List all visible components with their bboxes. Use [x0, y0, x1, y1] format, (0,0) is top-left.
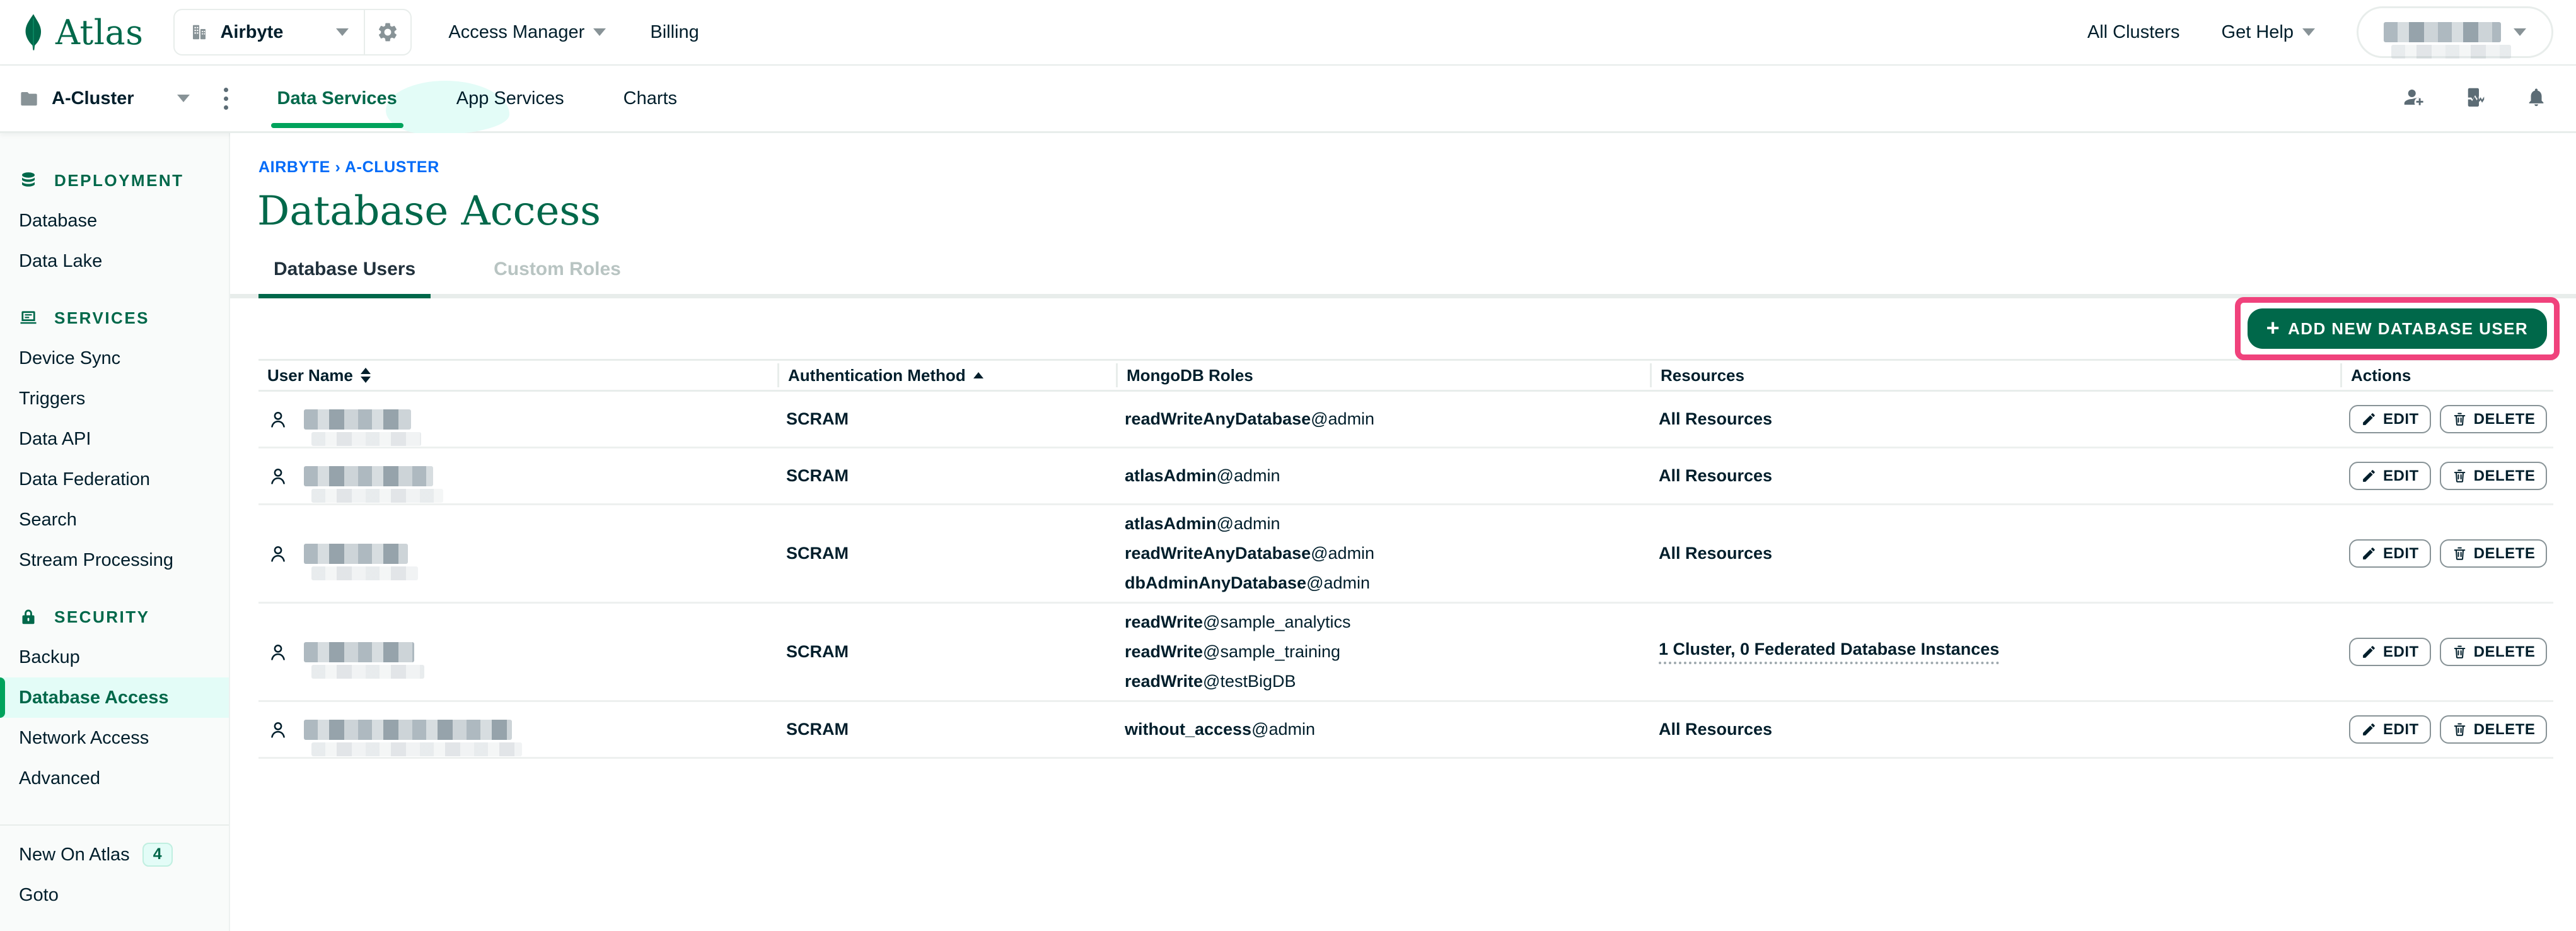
top-right-nav [2087, 6, 2553, 58]
actions-cell [2340, 715, 2553, 744]
role-database: @admin [1251, 720, 1316, 739]
role-name: readWrite [1125, 612, 1204, 631]
pencil-icon [2361, 546, 2377, 561]
trash-icon [2452, 468, 2468, 484]
role-entry [1125, 715, 1650, 744]
edit-button-label: EDIT [2383, 410, 2419, 428]
project-selector[interactable] [19, 88, 190, 109]
org-selector[interactable] [173, 9, 412, 56]
edit-button-label: EDIT [2383, 643, 2419, 660]
notifications-bell-icon [2526, 86, 2547, 108]
resources-cell [1650, 544, 2340, 563]
notifications-bell-icon-button[interactable] [2526, 86, 2547, 111]
edit-button-label: EDIT [2383, 544, 2419, 562]
role-entry [1125, 637, 1650, 667]
nav-item-label: Billing [650, 21, 699, 42]
sidebar-header-label: SERVICES [54, 308, 150, 327]
user-menu[interactable] [2357, 6, 2553, 58]
user-name-redacted [304, 544, 408, 564]
top-nav [448, 22, 699, 43]
chevron-down-icon [2514, 28, 2526, 36]
nav-item-label: Access Manager [448, 21, 585, 42]
main-tabs [230, 259, 2576, 298]
person-icon [267, 409, 289, 430]
sidebar [0, 133, 230, 931]
sidebar-item-backup[interactable]: Backup [19, 647, 80, 667]
table-header-row [258, 359, 2553, 392]
delete-button[interactable] [2440, 638, 2548, 666]
role-database: @admin [1216, 514, 1280, 533]
user-name-cell [258, 641, 777, 663]
sidebar-item-database-access[interactable]: Database Access [0, 677, 229, 718]
annotation-highlight-box [2235, 297, 2560, 360]
mongodb-roles-cell [1116, 404, 1650, 434]
user-name-redacted [304, 642, 414, 662]
column-header-authentication-method[interactable] [777, 363, 1116, 387]
chevron-down-icon [177, 95, 190, 102]
nav-item-all-clusters[interactable] [2087, 22, 2180, 43]
sort-both-icon [361, 368, 371, 383]
actions-cell [2340, 405, 2553, 433]
role-name: readWriteAnyDatabase [1125, 409, 1311, 428]
nav-item-get-help[interactable] [2222, 22, 2315, 43]
chevron-down-icon [2302, 28, 2315, 36]
person-icon [267, 466, 289, 487]
mongodb-roles-cell [1116, 715, 1650, 744]
table-row [258, 392, 2553, 448]
user-name-cell [258, 409, 777, 430]
invite-user-icon-button[interactable] [2402, 86, 2425, 112]
app-services-icon [19, 308, 38, 327]
sort-asc-icon [973, 372, 983, 378]
role-database: @admin [1311, 544, 1375, 563]
tab-charts[interactable]: Charts [623, 88, 678, 108]
resources-value: All Resources [1659, 544, 1773, 563]
sidebar-header-label: DEPLOYMENT [54, 170, 184, 190]
sidebar-item-data-lake[interactable]: Data Lake [19, 250, 103, 271]
org-name: Airbyte [220, 21, 284, 42]
table-row [258, 505, 2553, 604]
new-count-badge: 4 [142, 843, 173, 867]
resources-cell [1650, 640, 2340, 664]
resources-value: All Resources [1659, 466, 1773, 485]
role-entry [1125, 607, 1650, 637]
sidebar-item-data-federation[interactable]: Data Federation [19, 469, 150, 489]
sidebar-header-security [0, 597, 229, 637]
nav-item-label: Get Help [2221, 21, 2294, 42]
user-name-redacted [2384, 22, 2501, 42]
sidebar-item-triggers[interactable]: Triggers [19, 388, 86, 409]
sidebar-section-services [0, 298, 229, 580]
nav-item-billing[interactable] [650, 22, 699, 43]
role-entry [1125, 461, 1650, 491]
sidebar-item-advanced[interactable]: Advanced [19, 768, 100, 788]
role-name: readWrite [1125, 642, 1204, 661]
invite-user-icon [2402, 86, 2425, 108]
user-name-cell [258, 719, 777, 741]
column-header-label: Authentication Method [788, 365, 966, 385]
bar2-tabs [275, 88, 680, 109]
role-entry [1125, 509, 1650, 539]
delete-button-label: DELETE [2473, 544, 2536, 562]
trash-icon [2452, 644, 2468, 660]
breadcrumb[interactable]: AIRBYTE › A-CLUSTER [258, 158, 439, 176]
sidebar-item-label: Goto [19, 884, 59, 905]
resources-value: All Resources [1659, 409, 1773, 428]
sidebar-item-device-sync[interactable]: Device Sync [19, 348, 121, 368]
role-name: atlasAdmin [1125, 514, 1217, 533]
column-header-label: User Name [267, 365, 353, 385]
kebab-menu-icon[interactable] [218, 84, 235, 114]
resources-cell [1650, 720, 2340, 739]
trash-icon [2452, 411, 2468, 427]
column-header-mongodb-roles [1116, 363, 1650, 387]
chevron-down-icon [593, 28, 606, 36]
role-entry [1125, 404, 1650, 434]
sidebar-item-stream-processing[interactable]: Stream Processing [19, 549, 173, 570]
role-entry [1125, 539, 1650, 568]
column-header-actions [2340, 363, 2553, 387]
delete-button-label: DELETE [2473, 643, 2536, 660]
sidebar-header-deployment [0, 160, 229, 201]
sidebar-header-services [0, 298, 229, 338]
actions-cell [2340, 462, 2553, 490]
org-selector-current[interactable] [175, 10, 364, 54]
actions-cell [2340, 638, 2553, 666]
trash-icon [2452, 546, 2468, 561]
edit-button[interactable] [2349, 462, 2431, 490]
activity-feed-icon-button[interactable] [2464, 86, 2486, 112]
delete-button-label: DELETE [2473, 467, 2536, 484]
mongodb-leaf-icon [19, 13, 48, 51]
sidebar-item-data-api[interactable]: Data API [19, 428, 91, 449]
column-header-label: Resources [1661, 365, 1744, 385]
role-database: @admin [1306, 573, 1371, 592]
role-entry [1125, 667, 1650, 696]
column-header-user-name[interactable] [258, 363, 777, 387]
main-content [230, 133, 2576, 931]
role-database: @admin [1216, 466, 1280, 485]
mongodb-roles-cell [1116, 509, 1650, 598]
edit-button-label: EDIT [2383, 467, 2419, 484]
tab-database-users[interactable]: Database Users [258, 259, 431, 294]
delete-button[interactable] [2440, 715, 2548, 744]
gear-icon [376, 21, 399, 44]
resources-value[interactable]: 1 Cluster, 0 Federated Database Instances [1659, 640, 1999, 664]
role-entry [1125, 568, 1650, 598]
role-database: @sample_training [1203, 642, 1341, 661]
auth-method-cell: SCRAM [786, 466, 849, 485]
resources-cell [1650, 466, 2340, 486]
chevron-down-icon [336, 28, 349, 36]
lock-icon [19, 607, 38, 626]
resources-value: All Resources [1659, 720, 1773, 739]
role-name: atlasAdmin [1125, 466, 1217, 485]
tab-custom-roles[interactable]: Custom Roles [494, 259, 621, 279]
role-name: dbAdminAnyDatabase [1125, 573, 1307, 592]
auth-method-cell: SCRAM [786, 409, 849, 428]
toolbar [230, 298, 2576, 359]
resources-cell [1650, 409, 2340, 429]
mongodb-roles-cell [1116, 461, 1650, 491]
person-icon [267, 719, 289, 741]
sidebar-item-database[interactable]: Database [19, 210, 98, 231]
user-name-redacted [304, 466, 433, 486]
pencil-icon [2361, 411, 2377, 427]
project-name: A-Cluster [52, 88, 134, 108]
auth-method-cell: SCRAM [786, 544, 849, 563]
organization-icon [190, 23, 209, 42]
user-name-redacted [304, 720, 512, 740]
sidebar-item-search[interactable]: Search [19, 509, 77, 530]
actions-cell [2340, 539, 2553, 568]
mongodb-roles-cell [1116, 607, 1650, 696]
sidebar-section-security [0, 597, 229, 799]
edit-button[interactable] [2349, 405, 2431, 433]
org-settings-button[interactable] [365, 10, 410, 54]
user-name-redacted [304, 409, 411, 430]
column-header-resources [1650, 363, 2340, 387]
table-row [258, 604, 2553, 702]
sidebar-item-new-on-atlas[interactable] [0, 834, 229, 875]
edit-button[interactable] [2349, 715, 2431, 744]
page-title: Database Access [257, 188, 601, 235]
role-name: without_access [1125, 720, 1252, 739]
delete-button[interactable] [2440, 462, 2548, 490]
column-header-label: Actions [2351, 365, 2411, 385]
edit-button-label: EDIT [2383, 720, 2419, 738]
delete-button-label: DELETE [2473, 720, 2536, 738]
role-database: @admin [1311, 409, 1375, 428]
pencil-icon [2361, 644, 2377, 660]
add-button-label: ADD NEW DATABASE USER [2288, 319, 2528, 338]
auth-method-cell: SCRAM [786, 642, 849, 661]
nav-item-label: All Clusters [2087, 21, 2180, 42]
role-database: @sample_analytics [1203, 612, 1351, 631]
nav-item-access-manager[interactable] [448, 22, 606, 43]
person-icon [267, 641, 289, 663]
delete-button[interactable] [2440, 539, 2548, 568]
role-database: @testBigDB [1203, 672, 1296, 691]
bar2-action-icons [2402, 86, 2547, 112]
pencil-icon [2361, 722, 2377, 737]
folder-icon [19, 88, 39, 108]
activity-feed-icon [2464, 86, 2486, 108]
trash-icon [2452, 722, 2468, 737]
pencil-icon [2361, 468, 2377, 484]
sidebar-header-label: SECURITY [54, 607, 150, 626]
delete-button-label: DELETE [2473, 410, 2536, 428]
user-name-cell [258, 543, 777, 565]
role-name: readWriteAnyDatabase [1125, 544, 1311, 563]
edit-button[interactable] [2349, 539, 2431, 568]
person-icon [267, 543, 289, 565]
tab-data-services[interactable]: Data Services [275, 88, 400, 109]
table-row [258, 702, 2553, 759]
project-bar [0, 66, 2576, 133]
add-new-database-user-button[interactable]: + ADD NEW DATABASE USER [2248, 308, 2547, 349]
atlas-logo [19, 13, 143, 52]
product-title: Atlas [55, 12, 144, 52]
sidebar-item-goto[interactable] [0, 875, 229, 915]
database-icon [19, 171, 38, 190]
column-header-label: MongoDB Roles [1127, 365, 1253, 385]
table-row [258, 448, 2553, 505]
tab-app-services[interactable]: App Services [456, 88, 564, 108]
top-bar [0, 0, 2576, 66]
sidebar-item-network-access[interactable]: Network Access [19, 727, 149, 748]
delete-button[interactable] [2440, 405, 2548, 433]
sidebar-footer [0, 824, 229, 915]
edit-button[interactable] [2349, 638, 2431, 666]
role-name: readWrite [1125, 672, 1204, 691]
auth-method-cell: SCRAM [786, 720, 849, 739]
sidebar-section-deployment [0, 160, 229, 281]
database-users-table [258, 359, 2553, 759]
sidebar-item-label: New On Atlas [19, 844, 130, 865]
user-name-cell [258, 466, 777, 487]
